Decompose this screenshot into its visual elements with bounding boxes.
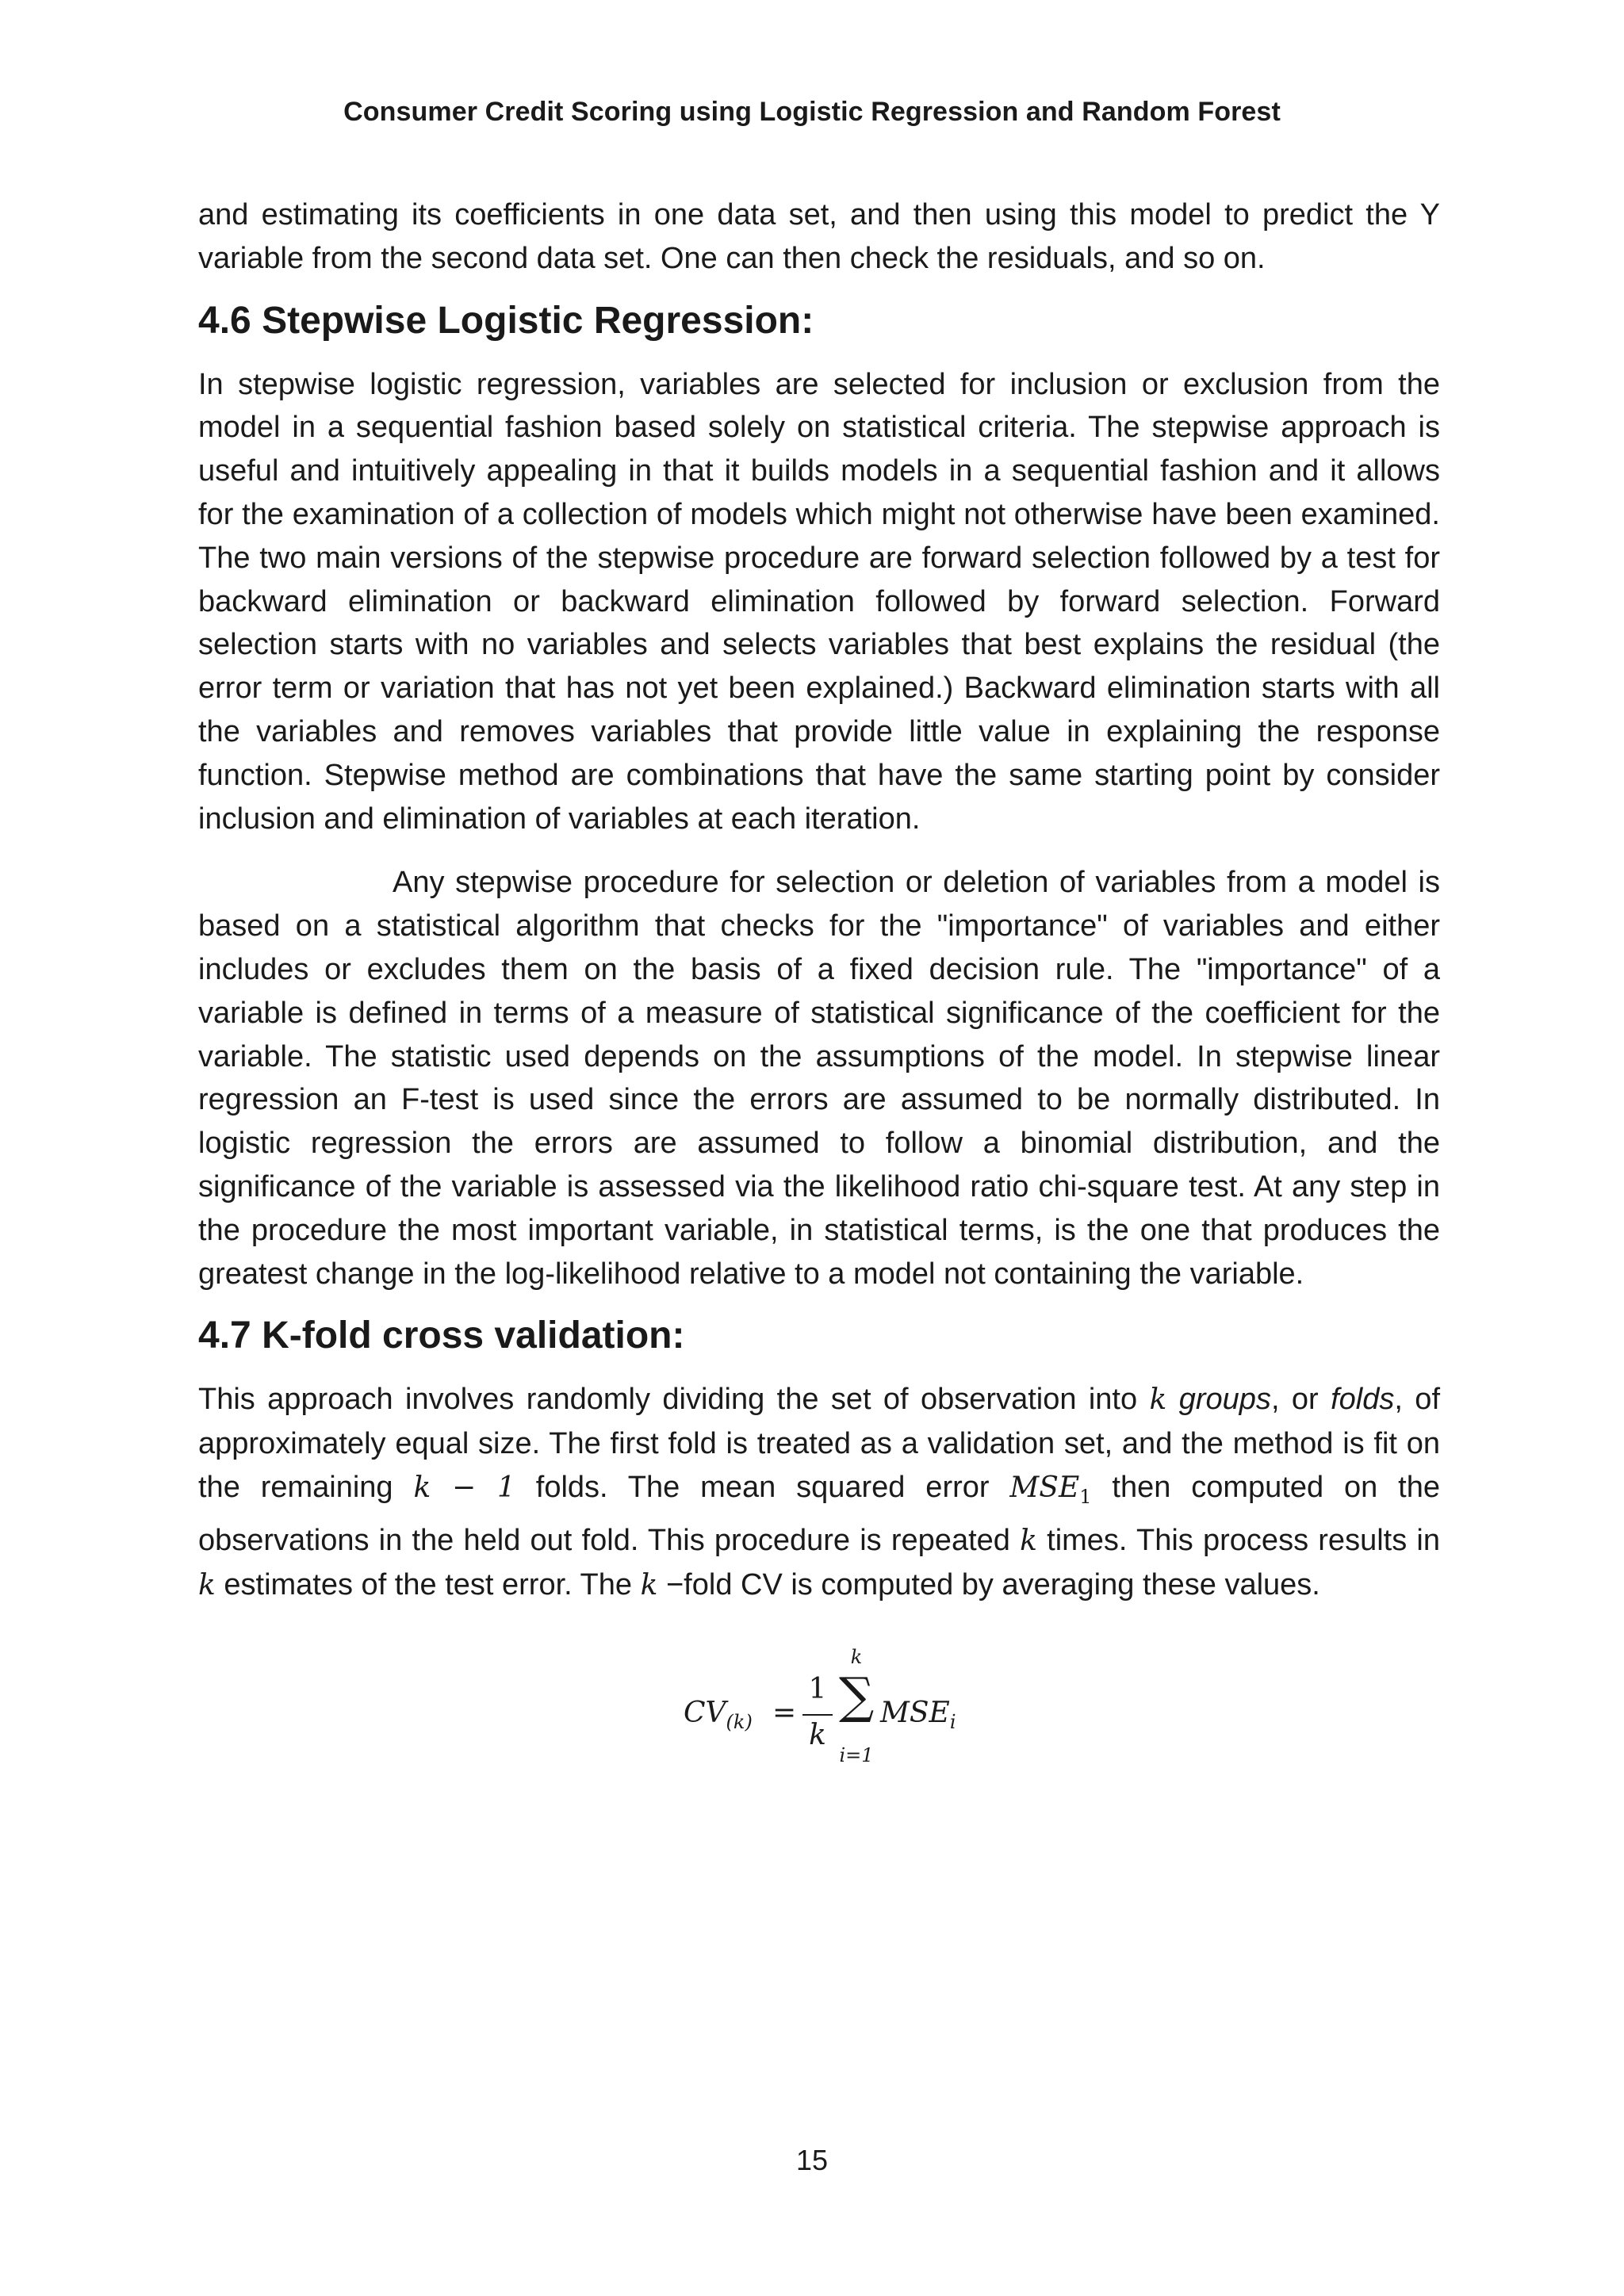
equation-lhs xyxy=(684,1697,753,1733)
equation-rhs-base: MSE xyxy=(880,1697,950,1729)
text-run: This approach involves randomly dividing the set of observation into xyxy=(198,1383,1150,1417)
equation-content xyxy=(684,1644,956,1787)
continued-paragraph: and estimating its coefficients in one data set, and then using this model to predict the Y variable from the second data set. One can then check the residuals, and so on. xyxy=(198,198,1440,275)
math-k: k xyxy=(1149,1383,1167,1417)
running-head: Consumer Credit Scoring using Logistic Regression and Random Forest xyxy=(343,97,1281,127)
section-4-7-paragraph xyxy=(198,1378,1440,1607)
section-4-7-heading: 4.7 K-fold cross validation: xyxy=(198,1314,685,1357)
math-mse-subscript: 1 xyxy=(1079,1485,1092,1508)
summation-symbol: ∑ xyxy=(839,1667,875,1724)
sum-lower-limit: i=1 xyxy=(839,1744,874,1766)
section-4-6-paragraph-1: In stepwise logistic regression, variables are selected for inclusion or exclusion from the model in a sequential fashion based solely on statistical criteria. The stepwise approach is useful and intuitively appealing in that it builds models in a sequential fashion and it allows for the examination of a collection of models which might not otherwise have been examined. The two main versions of the stepwise procedure are forward selection followed by a test for backward elimination or backward elimination followed by forward selection. Forward selection starts with no variables and selects variables that best explains the residual (the error term or variation that has not yet been explained.) Backward elimination starts with all the variables and removes variables that provide little value in explaining the response function. Stepwise method are combinations that have the same starting point by consider inclusion and elimination of variables at each iteration. xyxy=(198,367,1440,836)
cv-equation xyxy=(0,1644,1624,1787)
math-k: k xyxy=(1020,1524,1037,1557)
page-number: 15 xyxy=(795,2144,829,2176)
emphasis-folds: folds xyxy=(1331,1383,1395,1417)
section-4-6-heading: 4.6 Stepwise Logistic Regression: xyxy=(198,299,814,342)
fraction-numerator: 1 xyxy=(808,1673,827,1705)
text-run: , of approximately equal size. The first fold is treated as a validation set, and the method is fit on the remaining xyxy=(198,1383,1440,1504)
body-text xyxy=(198,193,1440,1607)
text-run: folds. The mean squared error xyxy=(515,1470,1010,1504)
section-4-6-paragraph-2: Any stepwise procedure for selection or deletion of variables from a model is based on a statistical algorithm that checks for the "importance" of variables and either includes or excludes them on the basis of a fixed decision rule. The "importance" of a variable is defined in terms of a measure of statistical significance of the coefficient for the variable. The statistic used depends on the assumptions of the model. In stepwise linear regression an F-test is used since the errors are assumed to be normally distributed. In logistic regression the errors are assumed to follow a binomial distribution, and the significance of the variable is assessed via the likelihood ratio chi-square test. At any step in the procedure the most important variable, in statistical terms, is the one that produces the greatest change in the log-likelihood relative to a model not containing the variable. xyxy=(198,866,1440,1291)
emphasis-groups: groups xyxy=(1166,1383,1271,1417)
math-mse-base: MSE xyxy=(1009,1471,1080,1504)
text-run: , or xyxy=(1270,1383,1331,1417)
text-run: estimates of the test error. The xyxy=(215,1567,641,1601)
equation-rhs-subscript: i xyxy=(949,1711,956,1733)
equals-sign: = xyxy=(772,1697,797,1729)
math-k-minus-1: k − 1 xyxy=(413,1471,515,1504)
text-run: times. This process results in xyxy=(1036,1523,1440,1557)
math-k: k xyxy=(198,1568,216,1601)
sum-upper-limit: k xyxy=(850,1646,863,1668)
fraction-bar xyxy=(802,1714,833,1716)
equation-lhs-subscript: (k) xyxy=(726,1711,753,1733)
equation-rhs xyxy=(880,1697,956,1733)
fraction-denominator: k xyxy=(809,1719,826,1751)
equation-lhs-base: CV xyxy=(684,1697,726,1729)
text-run: then computed on the observations in the held out fold. This procedure is repeated xyxy=(198,1470,1440,1557)
text-run: −fold CV is computed by averaging these values. xyxy=(657,1567,1320,1601)
math-k: k xyxy=(640,1568,658,1601)
math-mse xyxy=(1009,1471,1092,1508)
